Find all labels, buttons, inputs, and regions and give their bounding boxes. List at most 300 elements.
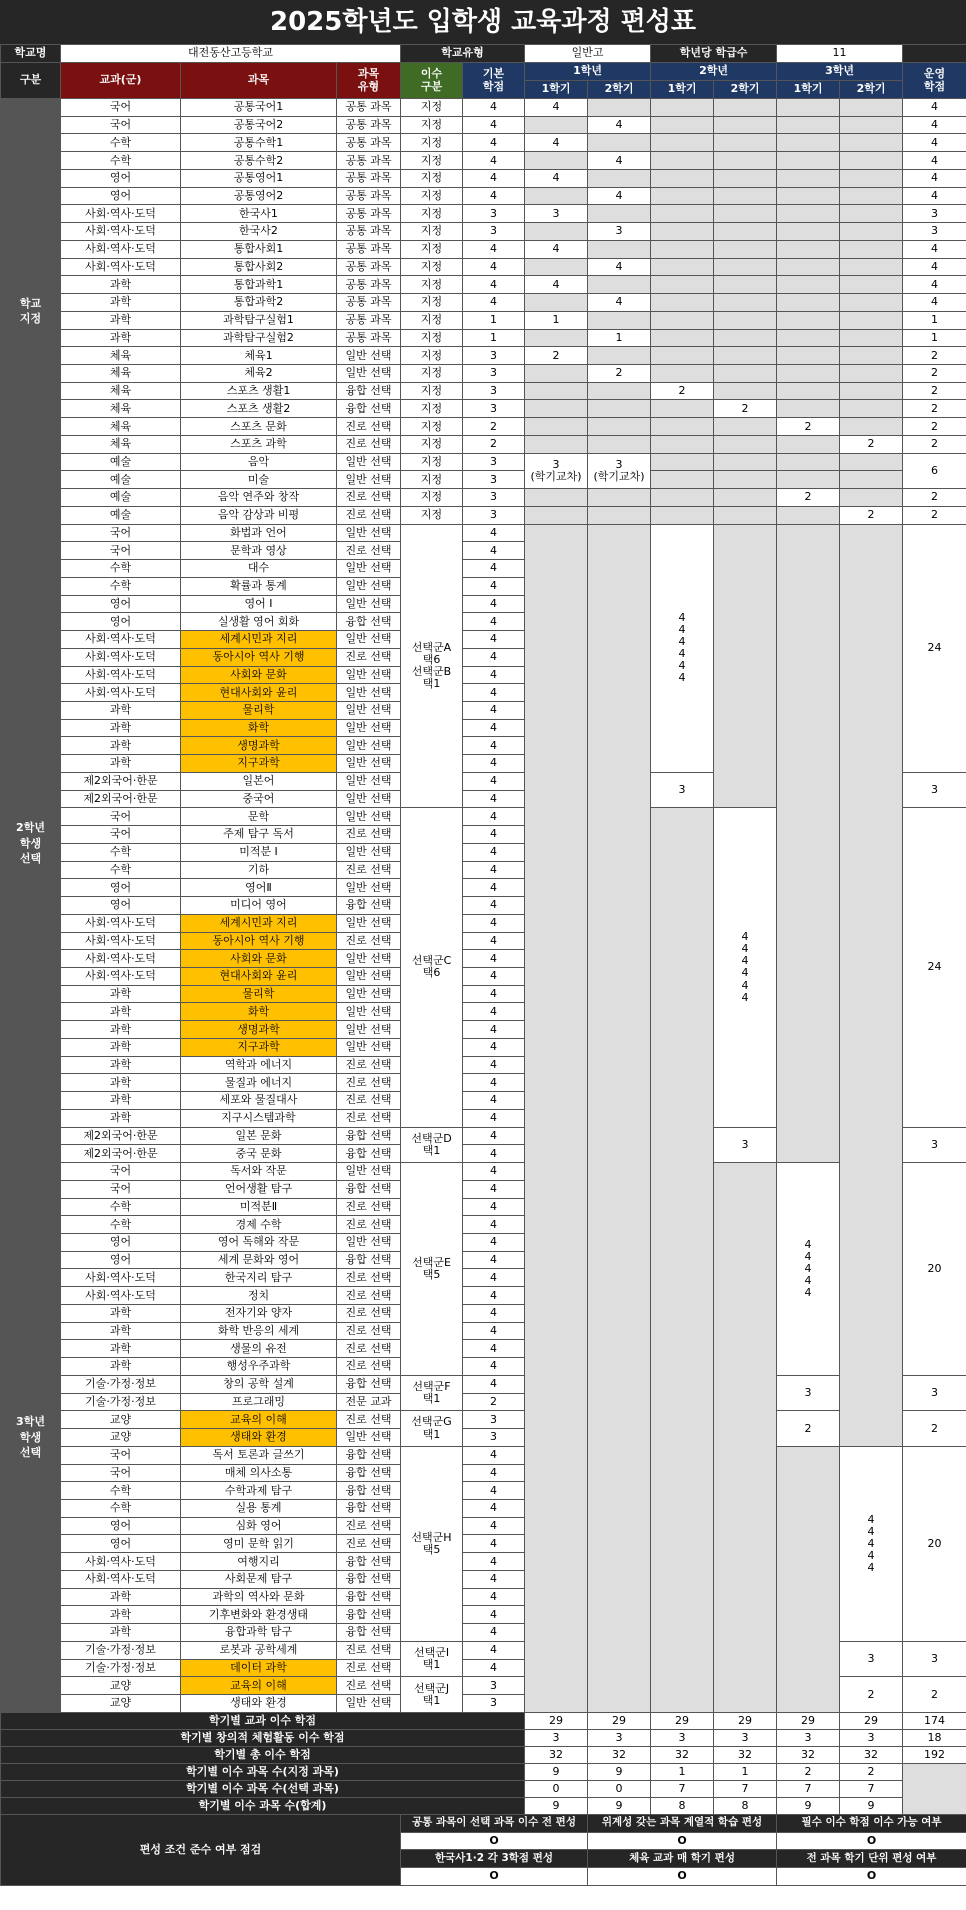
credit-cell: 4 (463, 1216, 525, 1234)
empty-cell (777, 524, 840, 1162)
course-cell: 확률과 통계 (181, 577, 337, 595)
course-cell: 세포와 물질대사 (181, 1092, 337, 1110)
summary-value: 3 (525, 1729, 588, 1746)
course-cell: 물리학 (181, 701, 337, 719)
semester-credit-cell (525, 187, 588, 205)
semester-credit-cell (651, 223, 714, 241)
semester-credit-cell (651, 99, 714, 117)
course-type-cell: 진로 선택 (337, 1304, 401, 1322)
table-row (1, 347, 966, 365)
semester-credit-cell (777, 152, 840, 170)
subject-area-cell: 체육 (61, 347, 181, 365)
course-cell: 음악 연주와 창작 (181, 489, 337, 507)
course-type-cell: 공통 과목 (337, 311, 401, 329)
empty-cell (588, 524, 651, 1712)
summary-label: 학기별 이수 과목 수(선택 과목) (1, 1780, 525, 1797)
credit-cell: 4 (463, 240, 525, 258)
semester-credit-cell (777, 276, 840, 294)
semester-credit-cell (840, 329, 903, 347)
operation-credit-cell: 2 (903, 400, 966, 418)
semester-credit-cell: 2 (588, 365, 651, 383)
course-type-cell: 진로 선택 (337, 1358, 401, 1376)
section-label: 3학년 학생 선택 (1, 1163, 61, 1713)
summary-value: 7 (777, 1780, 840, 1797)
empty-cell (840, 524, 903, 1446)
course-type-cell: 융합 선택 (337, 1570, 401, 1588)
completion-cell: 지정 (401, 294, 463, 312)
empty-cell (714, 1163, 777, 1713)
completion-cell: 지정 (401, 471, 463, 489)
header-operation: 운영 학점 (903, 63, 966, 99)
course-type-cell: 진로 선택 (337, 542, 401, 560)
subject-area-cell: 수학 (61, 577, 181, 595)
course-cell: 기하 (181, 861, 337, 879)
credit-cell: 4 (463, 1482, 525, 1500)
credit-cell: 4 (463, 914, 525, 932)
semester-credit-cell (714, 276, 777, 294)
operation-credit-cell: 3 (903, 1375, 966, 1410)
semester-credit-cell: 4 (525, 240, 588, 258)
operation-credit-cell: 3 (903, 205, 966, 223)
semester-credit-cell: 1 (525, 311, 588, 329)
course-cell: 경제 수학 (181, 1216, 337, 1234)
operation-credit-cell: 3 (903, 223, 966, 241)
semester-credit-cell: 2 (840, 435, 903, 453)
summary-row (1, 1712, 966, 1729)
course-cell: 음악 (181, 453, 337, 471)
course-cell: 공통영어2 (181, 187, 337, 205)
semester-credit-cell (714, 489, 777, 507)
header-semester: 1학기 (777, 81, 840, 99)
semester-credit-cell (840, 400, 903, 418)
course-type-cell: 일반 선택 (337, 843, 401, 861)
subject-area-cell: 영어 (61, 187, 181, 205)
semester-credit-cell (840, 187, 903, 205)
course-type-cell: 일반 선택 (337, 967, 401, 985)
table-row (1, 453, 966, 471)
credit-cell: 4 (463, 1606, 525, 1624)
course-cell: 스포츠 과학 (181, 435, 337, 453)
course-type-cell: 일반 선택 (337, 1003, 401, 1021)
course-cell: 체육2 (181, 365, 337, 383)
credit-cell: 4 (463, 790, 525, 808)
semester-credit-cell (651, 169, 714, 187)
credit-cell: 4 (463, 560, 525, 578)
check-item-label: 전 과목 학기 단위 편성 여부 (777, 1850, 966, 1868)
completion-cell: 지정 (401, 311, 463, 329)
subject-area-cell: 영어 (61, 1535, 181, 1553)
semester-credit-cell: 3 (525, 205, 588, 223)
credit-cell: 4 (463, 897, 525, 915)
subject-area-cell: 수학 (61, 1198, 181, 1216)
course-type-cell: 일반 선택 (337, 879, 401, 897)
info-blank (903, 45, 966, 63)
subject-area-cell: 과학 (61, 1606, 181, 1624)
course-type-cell: 일반 선택 (337, 365, 401, 383)
subject-area-cell: 국어 (61, 826, 181, 844)
course-type-cell: 진로 선택 (337, 1517, 401, 1535)
subject-area-cell: 체육 (61, 418, 181, 436)
semester-credit-cell (714, 99, 777, 117)
semester-credit-cell (714, 453, 777, 471)
completion-cell: 지정 (401, 223, 463, 241)
course-cell: 창의 공학 설계 (181, 1375, 337, 1393)
operation-credit-cell: 24 (903, 524, 966, 772)
subject-area-cell: 과학 (61, 1038, 181, 1056)
operation-credit-cell: 4 (903, 276, 966, 294)
credit-cell: 3 (463, 223, 525, 241)
semester-credit-cell (714, 471, 777, 489)
credit-cell: 4 (463, 1056, 525, 1074)
credit-cell: 3 (463, 1677, 525, 1695)
header-course: 과목 (181, 63, 337, 99)
operation-credit-cell: 1 (903, 329, 966, 347)
check-mark: O (588, 1832, 777, 1850)
summary-value: 3 (588, 1729, 651, 1746)
summary-label: 학기별 이수 과목 수(지정 과목) (1, 1763, 525, 1780)
semester-credit-cell (777, 294, 840, 312)
table-row (1, 311, 966, 329)
course-cell: 과학탐구실험1 (181, 311, 337, 329)
summary-value: 29 (588, 1712, 651, 1729)
credit-cell: 4 (463, 542, 525, 560)
section-label: 2학년 학생 선택 (1, 524, 61, 1162)
header-year1: 1학년 (525, 63, 651, 81)
check-item-label: 위계성 갖는 과목 계열적 학습 편성 (588, 1814, 777, 1832)
summary-value: 32 (525, 1746, 588, 1763)
semester-credit-cell: 4 4 4 4 4 4 (714, 808, 777, 1127)
course-cell: 영어 I (181, 595, 337, 613)
summary-label: 학기별 창의적 체험활동 이수 학점 (1, 1729, 525, 1746)
subject-area-cell: 국어 (61, 116, 181, 134)
school-name: 대전동산고등학교 (61, 45, 401, 63)
semester-credit-cell (651, 116, 714, 134)
header-course-type: 과목 유형 (337, 63, 401, 99)
semester-credit-cell (777, 400, 840, 418)
credit-cell: 4 (463, 169, 525, 187)
course-type-cell: 진로 선택 (337, 1056, 401, 1074)
course-cell: 물리학 (181, 985, 337, 1003)
semester-credit-cell (651, 152, 714, 170)
course-cell: 공통수학1 (181, 134, 337, 152)
table-row (1, 471, 966, 489)
subject-area-cell: 사회·역사·도덕 (61, 967, 181, 985)
empty-cell (714, 524, 777, 808)
course-cell: 스포츠 문화 (181, 418, 337, 436)
course-cell: 통합과학1 (181, 276, 337, 294)
semester-credit-cell (840, 382, 903, 400)
credit-cell: 4 (463, 1588, 525, 1606)
course-type-cell: 진로 선택 (337, 1659, 401, 1677)
check-title: 편성 조건 준수 여부 점검 (1, 1814, 401, 1885)
credit-cell: 3 (463, 1411, 525, 1429)
credit-cell: 4 (463, 737, 525, 755)
credit-cell: 3 (463, 489, 525, 507)
credit-cell: 4 (463, 99, 525, 117)
semester-credit-cell (714, 506, 777, 524)
course-type-cell: 융합 선택 (337, 1180, 401, 1198)
course-cell: 공통영어1 (181, 169, 337, 187)
subject-area-cell: 과학 (61, 1021, 181, 1039)
semester-credit-cell (588, 169, 651, 187)
course-cell: 화학 반응의 세계 (181, 1322, 337, 1340)
summary-label: 학기별 총 이수 학점 (1, 1746, 525, 1763)
course-type-cell: 일반 선택 (337, 1021, 401, 1039)
operation-credit-cell: 2 (903, 418, 966, 436)
course-cell: 현대사회와 윤리 (181, 684, 337, 702)
school-type: 일반고 (525, 45, 651, 63)
credit-cell: 4 (463, 1163, 525, 1181)
course-cell: 매체 의사소통 (181, 1464, 337, 1482)
credit-cell: 4 (463, 1003, 525, 1021)
subject-area-cell: 예술 (61, 471, 181, 489)
subject-area-cell: 사회·역사·도덕 (61, 648, 181, 666)
course-type-cell: 융합 선택 (337, 400, 401, 418)
table-row (1, 116, 966, 134)
semester-credit-cell (777, 347, 840, 365)
table-row (1, 524, 966, 542)
semester-credit-cell (777, 453, 840, 471)
completion-cell: 지정 (401, 453, 463, 471)
credit-cell: 4 (463, 1180, 525, 1198)
credit-cell: 1 (463, 311, 525, 329)
course-cell: 화법과 언어 (181, 524, 337, 542)
course-type-cell: 융합 선택 (337, 1553, 401, 1571)
completion-cell: 지정 (401, 435, 463, 453)
summary-value: 1 (651, 1763, 714, 1780)
credit-cell: 4 (463, 985, 525, 1003)
subject-area-cell: 사회·역사·도덕 (61, 631, 181, 649)
course-cell: 한국사2 (181, 223, 337, 241)
course-cell: 동아시아 역사 기행 (181, 648, 337, 666)
semester-credit-cell (777, 223, 840, 241)
subject-area-cell: 체육 (61, 365, 181, 383)
course-type-cell: 일반 선택 (337, 1234, 401, 1252)
subject-area-cell: 기술·가정·정보 (61, 1393, 181, 1411)
completion-cell: 지정 (401, 329, 463, 347)
operation-credit-cell: 3 (903, 772, 966, 807)
course-type-cell: 일반 선택 (337, 471, 401, 489)
subject-area-cell: 기술·가정·정보 (61, 1659, 181, 1677)
semester-credit-cell (525, 506, 588, 524)
subject-area-cell: 체육 (61, 400, 181, 418)
operation-credit-cell: 20 (903, 1163, 966, 1376)
course-type-cell: 진로 선택 (337, 1322, 401, 1340)
course-cell: 정치 (181, 1287, 337, 1305)
semester-credit-cell (777, 169, 840, 187)
credit-cell: 4 (463, 666, 525, 684)
course-type-cell: 공통 과목 (337, 294, 401, 312)
course-cell: 체육1 (181, 347, 337, 365)
semester-credit-cell (840, 471, 903, 489)
credit-cell: 4 (463, 1287, 525, 1305)
credit-cell: 4 (463, 187, 525, 205)
classes-label: 학년당 학급수 (651, 45, 777, 63)
credit-cell: 2 (463, 418, 525, 436)
subject-area-cell: 국어 (61, 1163, 181, 1181)
header-group: 구분 (1, 63, 61, 99)
subject-area-cell: 사회·역사·도덕 (61, 932, 181, 950)
semester-credit-cell: 4 4 4 4 4 (777, 1163, 840, 1376)
course-type-cell: 일반 선택 (337, 719, 401, 737)
subject-area-cell: 국어 (61, 808, 181, 826)
course-type-cell: 공통 과목 (337, 152, 401, 170)
completion-cell: 지정 (401, 418, 463, 436)
course-cell: 동아시아 역사 기행 (181, 932, 337, 950)
course-cell: 역학과 에너지 (181, 1056, 337, 1074)
semester-credit-cell: 4 (588, 152, 651, 170)
operation-credit-cell: 2 (903, 1677, 966, 1712)
semester-credit-cell: 3 (777, 1375, 840, 1410)
check-mark: O (777, 1832, 966, 1850)
summary-value: 9 (588, 1797, 651, 1814)
semester-credit-cell (714, 435, 777, 453)
course-type-cell: 일반 선택 (337, 1038, 401, 1056)
table-row (1, 99, 966, 117)
summary-value: 32 (777, 1746, 840, 1763)
subject-area-cell: 영어 (61, 879, 181, 897)
subject-area-cell: 과학 (61, 1109, 181, 1127)
credit-cell: 3 (463, 205, 525, 223)
credit-cell: 1 (463, 329, 525, 347)
subject-area-cell: 수학 (61, 134, 181, 152)
course-type-cell: 일반 선택 (337, 1429, 401, 1447)
operation-credit-cell: 2 (903, 347, 966, 365)
semester-credit-cell (588, 418, 651, 436)
subject-area-cell: 교양 (61, 1429, 181, 1447)
operation-credit-cell: 24 (903, 808, 966, 1127)
course-cell: 미디어 영어 (181, 897, 337, 915)
credit-cell: 4 (463, 1074, 525, 1092)
semester-credit-cell (525, 223, 588, 241)
subject-area-cell: 과학 (61, 294, 181, 312)
semester-credit-cell (651, 347, 714, 365)
course-cell: 영어 독해와 작문 (181, 1234, 337, 1252)
subject-area-cell: 체육 (61, 435, 181, 453)
course-cell: 문학과 영상 (181, 542, 337, 560)
course-cell: 프로그래밍 (181, 1393, 337, 1411)
credit-cell: 4 (463, 1269, 525, 1287)
course-type-cell: 일반 선택 (337, 577, 401, 595)
credit-cell: 4 (463, 1464, 525, 1482)
summary-value: 32 (651, 1746, 714, 1763)
header-subject-area: 교과(군) (61, 63, 181, 99)
course-type-cell: 융합 선택 (337, 1500, 401, 1518)
course-type-cell: 진로 선택 (337, 1641, 401, 1659)
credit-cell: 4 (463, 524, 525, 542)
course-type-cell: 융합 선택 (337, 1482, 401, 1500)
semester-credit-cell: 1 (588, 329, 651, 347)
completion-cell: 선택군D 택1 (401, 1127, 463, 1162)
summary-row (1, 1763, 966, 1780)
operation-credit-cell: 4 (903, 240, 966, 258)
credit-cell: 4 (463, 258, 525, 276)
semester-credit-cell (840, 311, 903, 329)
subject-area-cell: 수학 (61, 560, 181, 578)
check-mark: O (777, 1868, 966, 1886)
semester-credit-cell: 4 (588, 116, 651, 134)
semester-credit-cell (714, 347, 777, 365)
course-type-cell: 융합 선택 (337, 1375, 401, 1393)
subject-area-cell: 과학 (61, 701, 181, 719)
semester-credit-cell: 4 (588, 187, 651, 205)
credit-cell: 4 (463, 1127, 525, 1145)
course-type-cell: 융합 선택 (337, 382, 401, 400)
summary-value: 9 (525, 1797, 588, 1814)
completion-cell: 지정 (401, 258, 463, 276)
semester-credit-cell: 2 (840, 1677, 903, 1712)
school-info-row (1, 45, 966, 63)
course-cell: 독서와 작문 (181, 1163, 337, 1181)
subject-area-cell: 사회·역사·도덕 (61, 223, 181, 241)
table-row (1, 1446, 966, 1464)
credit-cell: 4 (463, 152, 525, 170)
credit-cell: 4 (463, 1535, 525, 1553)
summary-value: 192 (903, 1746, 966, 1763)
operation-credit-cell: 2 (903, 1411, 966, 1446)
header-year3: 3학년 (777, 63, 903, 81)
summary-value: 18 (903, 1729, 966, 1746)
summary-value: 3 (714, 1729, 777, 1746)
semester-credit-cell (840, 152, 903, 170)
course-type-cell: 진로 선택 (337, 1092, 401, 1110)
course-type-cell: 진로 선택 (337, 648, 401, 666)
semester-credit-cell (840, 294, 903, 312)
semester-credit-cell: 2 (651, 382, 714, 400)
semester-credit-cell (588, 276, 651, 294)
semester-credit-cell (777, 329, 840, 347)
semester-credit-cell (651, 205, 714, 223)
semester-credit-cell (777, 258, 840, 276)
operation-credit-cell: 2 (903, 382, 966, 400)
credit-cell: 4 (463, 843, 525, 861)
semester-credit-cell (525, 489, 588, 507)
course-type-cell: 진로 선택 (337, 435, 401, 453)
course-cell: 생물의 유전 (181, 1340, 337, 1358)
course-type-cell: 일반 선택 (337, 790, 401, 808)
semester-credit-cell (777, 311, 840, 329)
course-type-cell: 진로 선택 (337, 932, 401, 950)
semester-credit-cell (840, 489, 903, 507)
semester-credit-cell (588, 240, 651, 258)
operation-credit-cell: 4 (903, 116, 966, 134)
check-item-label: 공통 과목이 선택 과목 이수 전 편성 (401, 1814, 588, 1832)
semester-credit-cell: 3 (588, 223, 651, 241)
semester-credit-cell (588, 134, 651, 152)
summary-value: 3 (777, 1729, 840, 1746)
course-type-cell: 일반 선택 (337, 631, 401, 649)
semester-credit-cell (651, 329, 714, 347)
credit-cell: 4 (463, 1624, 525, 1642)
credit-cell: 4 (463, 1358, 525, 1376)
course-cell: 화학 (181, 1003, 337, 1021)
credit-cell: 4 (463, 861, 525, 879)
course-cell: 생명과학 (181, 1021, 337, 1039)
course-cell: 행성우주과학 (181, 1358, 337, 1376)
course-cell: 영어Ⅱ (181, 879, 337, 897)
semester-credit-cell (525, 152, 588, 170)
semester-credit-cell (651, 506, 714, 524)
summary-value: 9 (777, 1797, 840, 1814)
course-cell: 수학과제 탐구 (181, 1482, 337, 1500)
credit-cell: 4 (463, 1446, 525, 1464)
semester-credit-cell: 2 (777, 489, 840, 507)
course-cell: 사회문제 탐구 (181, 1570, 337, 1588)
semester-credit-cell (525, 435, 588, 453)
credit-cell: 4 (463, 1038, 525, 1056)
course-type-cell: 진로 선택 (337, 826, 401, 844)
course-type-cell: 일반 선택 (337, 985, 401, 1003)
